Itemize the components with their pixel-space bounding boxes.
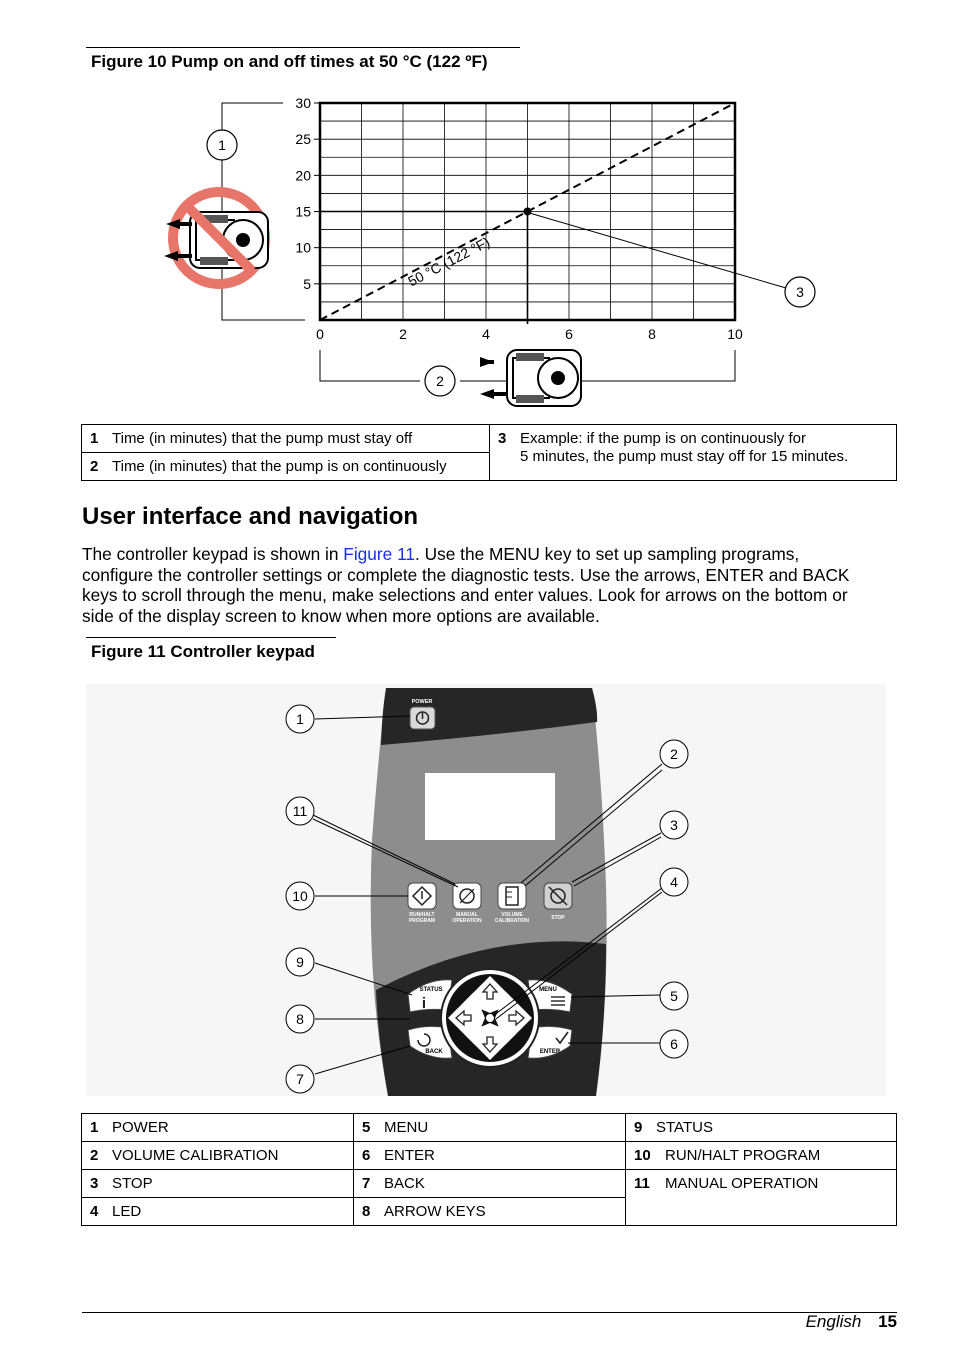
figure10-legend: [81, 424, 897, 481]
stop-label: STOP: [551, 915, 565, 921]
keypad-callout-1: [286, 705, 314, 733]
y-tick-label: 20: [295, 167, 311, 184]
legend-item: 2 VOLUME CALIBRATION: [82, 1142, 354, 1170]
figure11-legend: [81, 1113, 897, 1226]
page-number: 15: [878, 1312, 897, 1331]
legend-item: 6 ENTER: [354, 1142, 626, 1170]
x-tick-label: 8: [648, 326, 656, 342]
x-tick-label: 10: [727, 326, 743, 342]
chart-tick-labels: [295, 95, 743, 342]
svg-text:7: 7: [296, 1071, 304, 1087]
volume-label-1: VOLUME: [501, 912, 523, 918]
manual-label-2: OPERATION: [452, 918, 482, 924]
figure10-caption-rule: [86, 47, 520, 48]
legend-item: 8 ARROW KEYS: [354, 1198, 626, 1226]
display-screen: [425, 773, 555, 840]
x-tick-label: 6: [565, 326, 573, 342]
intro-paragraph: The controller keypad is shown in Figure 11. Use the MENU key to set up sampling programs, configure the controller settings or complete the diagnostic tests. Use the arrows, ENTER and BACK keys to scroll through the menu, make selections and enter values. Look for arrows on the bottom or side of the display screen to know when more options are available.: [82, 544, 850, 626]
status-label: STATUS: [419, 987, 443, 993]
menu-label: MENU: [539, 987, 557, 993]
keypad-callout-11: [286, 797, 314, 825]
svg-text:3: 3: [796, 284, 804, 300]
keypad-callout-8: [286, 1005, 314, 1033]
legend-item: 7 BACK: [354, 1170, 626, 1198]
volume-calibration-button[interactable]: [498, 883, 526, 909]
arrow-keys[interactable]: [441, 969, 539, 1067]
legend-item: 3 STOP: [82, 1170, 354, 1198]
footer-rule: [82, 1312, 897, 1313]
x-tick-label: 2: [399, 326, 407, 342]
svg-text:5: 5: [670, 988, 678, 1004]
x-tick-label: 0: [316, 326, 324, 342]
figure10-caption: Figure 10 Pump on and off times at 50 °C (122 ºF): [91, 52, 488, 71]
keypad-callout-6: [660, 1030, 688, 1058]
keypad-callout-2: [660, 740, 688, 768]
legend-item: 5 MENU: [354, 1114, 626, 1142]
pump-on-icon: [480, 350, 581, 406]
legend-item: 4 LED: [82, 1198, 354, 1226]
stop-button[interactable]: [544, 883, 572, 909]
legend-item-1: 1 Time (in minutes) that the pump must stay off: [82, 425, 490, 453]
example-point: [524, 208, 532, 216]
svg-text:11: 11: [292, 803, 308, 819]
keypad-callout-4: [660, 868, 688, 896]
led: [486, 1014, 494, 1022]
svg-text:1: 1: [218, 137, 226, 153]
callout-2: [420, 366, 460, 396]
y-tick-label: 30: [295, 95, 311, 111]
figure10-chart: [0, 90, 954, 410]
enter-label: ENTER: [539, 1049, 561, 1055]
figure11-link[interactable]: Figure 11: [343, 544, 416, 564]
volume-label-2: CALIBRATION: [494, 918, 530, 924]
svg-text:9: 9: [296, 954, 304, 970]
svg-text:3: 3: [670, 817, 678, 833]
legend-item-2: 2 Time (in minutes) that the pump is on continuously: [82, 453, 490, 481]
keypad-callout-5: [660, 982, 688, 1010]
svg-text:10: 10: [292, 888, 308, 904]
manual-label-1: MANUAL: [456, 912, 478, 918]
run-halt-label-1: RUN/HALT: [409, 912, 435, 918]
svg-text:8: 8: [296, 1011, 304, 1027]
figure11-caption-rule: [86, 637, 336, 638]
figure11-keypad: [0, 680, 954, 1100]
y-tick-label: 15: [295, 203, 311, 220]
legend-item: 11 MANUAL OPERATION: [626, 1170, 897, 1226]
svg-text:2: 2: [436, 373, 444, 389]
keypad-callout-9: [286, 948, 314, 976]
callout-3: [785, 277, 815, 307]
legend-item: 1 POWER: [82, 1114, 354, 1142]
callout-1: [207, 130, 237, 160]
series-label: 50 °C (122 °F): [405, 233, 493, 290]
legend-item-3: 3 Example: if the pump is on continuously for 5 minutes, the pump must stay off for 15 minutes.: [490, 425, 897, 481]
svg-text:2: 2: [670, 746, 678, 762]
legend-item: 9 STATUS: [626, 1114, 897, 1142]
svg-text:6: 6: [670, 1036, 678, 1052]
section-heading: User interface and navigation: [82, 503, 419, 530]
run-halt-button[interactable]: [408, 883, 436, 909]
power-label: POWER: [411, 699, 433, 705]
keypad-callout-10: [286, 882, 314, 910]
figure11-caption: Figure 11 Controller keypad: [91, 642, 315, 661]
y-tick-label: 25: [295, 131, 311, 148]
back-label: BACK: [425, 1049, 443, 1055]
svg-text:i: i: [421, 995, 427, 1012]
keypad-callout-3: [660, 811, 688, 839]
y-tick-label: 10: [295, 239, 311, 256]
footer-language: English: [805, 1312, 862, 1331]
svg-text:4: 4: [670, 874, 678, 890]
y-tick-label: 5: [303, 275, 311, 292]
power-button[interactable]: [410, 707, 435, 729]
x-tick-label: 4: [482, 326, 490, 342]
callout3-leader: [526, 212, 786, 288]
keypad-callout-7: [286, 1065, 314, 1093]
footer: [806, 1312, 897, 1332]
pump-off-icon: [164, 192, 268, 284]
run-halt-label-2: PROGRAM: [408, 918, 436, 924]
svg-text:1: 1: [296, 711, 304, 727]
legend-item: 10 RUN/HALT PROGRAM: [626, 1142, 897, 1170]
